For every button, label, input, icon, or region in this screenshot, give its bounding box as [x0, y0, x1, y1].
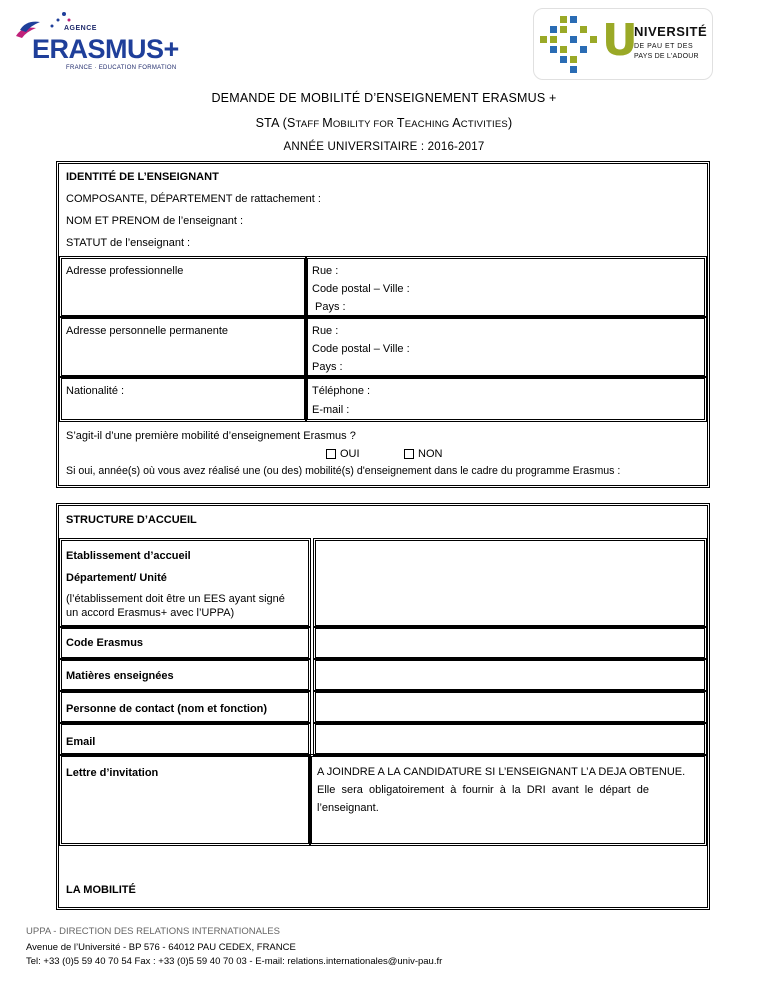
- non-checkbox[interactable]: [404, 449, 414, 459]
- matieres-label: Matières enseignées: [66, 670, 174, 682]
- mobility-heading: LA MOBILITÉ: [66, 884, 136, 896]
- telephone-label: Téléphone :: [312, 385, 371, 397]
- host-heading: STRUCTURE D’ACCUEIL: [66, 514, 197, 526]
- uppa-line2: DE PAU ET DES: [634, 43, 694, 50]
- identity-heading: IDENTITÉ DE L’ENSEIGNANT: [66, 171, 219, 183]
- composante-label: COMPOSANTE, DÉPARTEMENT de rattachement :: [66, 193, 321, 205]
- statut-label: STATUT de l’enseignant :: [66, 237, 191, 249]
- host-email-label-cell: [59, 722, 311, 756]
- addr-pro-label: Adresse professionnelle: [66, 265, 184, 277]
- addr-pro-rue: Rue :: [312, 265, 339, 277]
- nom-label: NOM ET PRENOM de l’enseignant :: [66, 215, 244, 227]
- if-yes-label: Si oui, année(s) où vous avez réalisé une (ou des) mobilité(s) d'enseignement dans le cadre du programme Erasmus :: [66, 465, 621, 477]
- addr-perso-rue: Rue :: [312, 325, 339, 337]
- document-title: DEMANDE DE MOBILITÉ D’ENSEIGNEMENT ERASMUS +: [211, 91, 557, 105]
- nationalite-cell[interactable]: [59, 376, 307, 422]
- dept-label: Département/ Unité: [66, 572, 167, 584]
- email-label: E-mail :: [312, 404, 350, 416]
- code-value-cell[interactable]: [313, 626, 707, 660]
- contact-person-label: Personne de contact (nom et fonction): [66, 703, 268, 715]
- uppa-line3: PAYS DE L'ADOUR: [634, 53, 699, 60]
- uppa-u-letter: U: [602, 15, 638, 66]
- lettre-instruction-2: Elle sera obligatoirement à fournir à la DRI avant le départ de: [317, 784, 650, 796]
- etab-note-1: (l’établissement doit être un EES ayant signé: [66, 593, 285, 605]
- matieres-value-cell[interactable]: [313, 658, 707, 692]
- code-label: Code Erasmus: [66, 637, 144, 649]
- oui-checkbox[interactable]: [326, 449, 336, 459]
- uppa-line1: NIVERSITÉ: [634, 24, 708, 39]
- footer-address: Avenue de l’Université - BP 576 - 64012 PAU CEDEX, FRANCE: [26, 942, 296, 953]
- host-email-label: Email: [66, 736, 96, 748]
- nationalite-label: Nationalité :: [66, 385, 125, 397]
- addr-perso-label: Adresse personnelle permanente: [66, 325, 229, 337]
- erasmus-wordmark: ERASMUS+: [32, 34, 179, 64]
- addr-perso-pays: Pays :: [312, 361, 343, 373]
- addr-pro-pays: Pays :: [315, 301, 346, 313]
- non-option[interactable]: NON: [404, 448, 442, 460]
- uppa-logo: [533, 8, 713, 80]
- etab-note-2: un accord Erasmus+ avec l’UPPA): [66, 607, 235, 619]
- document-subtitle: STA (STAFF MOBILITY FOR TEACHING ACTIVITIES): [255, 116, 513, 130]
- host-email-value-cell[interactable]: [313, 722, 707, 756]
- contact-cell[interactable]: [305, 376, 707, 422]
- etab-label: Etablissement d’accueil: [66, 550, 191, 562]
- etab-value-cell[interactable]: [313, 538, 707, 628]
- erasmus-logo: [12, 8, 212, 70]
- contact-person-value-cell[interactable]: [313, 690, 707, 724]
- uppa-squares-icon: [540, 14, 606, 74]
- addr-pro-cp: Code postal – Ville :: [312, 283, 410, 295]
- lettre-instruction-3: l’enseignant.: [317, 802, 379, 814]
- erasmus-agence-text: AGENCE: [64, 25, 97, 32]
- addr-perso-cp: Code postal – Ville :: [312, 343, 410, 355]
- academic-year: ANNÉE UNIVERSITAIRE : 2016-2017: [283, 141, 485, 153]
- erasmus-subtitle: FRANCE · EDUCATION FORMATION: [66, 65, 177, 71]
- lettre-label: Lettre d’invitation: [66, 767, 159, 779]
- first-mobility-question: S’agit-il d’une première mobilité d’enseignement Erasmus ?: [66, 430, 356, 442]
- footer-org: UPPA - DIRECTION DES RELATIONS INTERNATIONALES: [26, 926, 280, 937]
- lettre-instruction-1: A JOINDRE A LA CANDIDATURE SI L’ENSEIGNANT L’A DEJA OBTENUE.: [317, 766, 686, 778]
- oui-option[interactable]: OUI: [326, 448, 360, 460]
- footer-contact: Tel: +33 (0)5 59 40 70 54 Fax : +33 (0)5 59 40 70 03 - E-mail: relations.internationales@univ-pau.fr: [26, 956, 443, 967]
